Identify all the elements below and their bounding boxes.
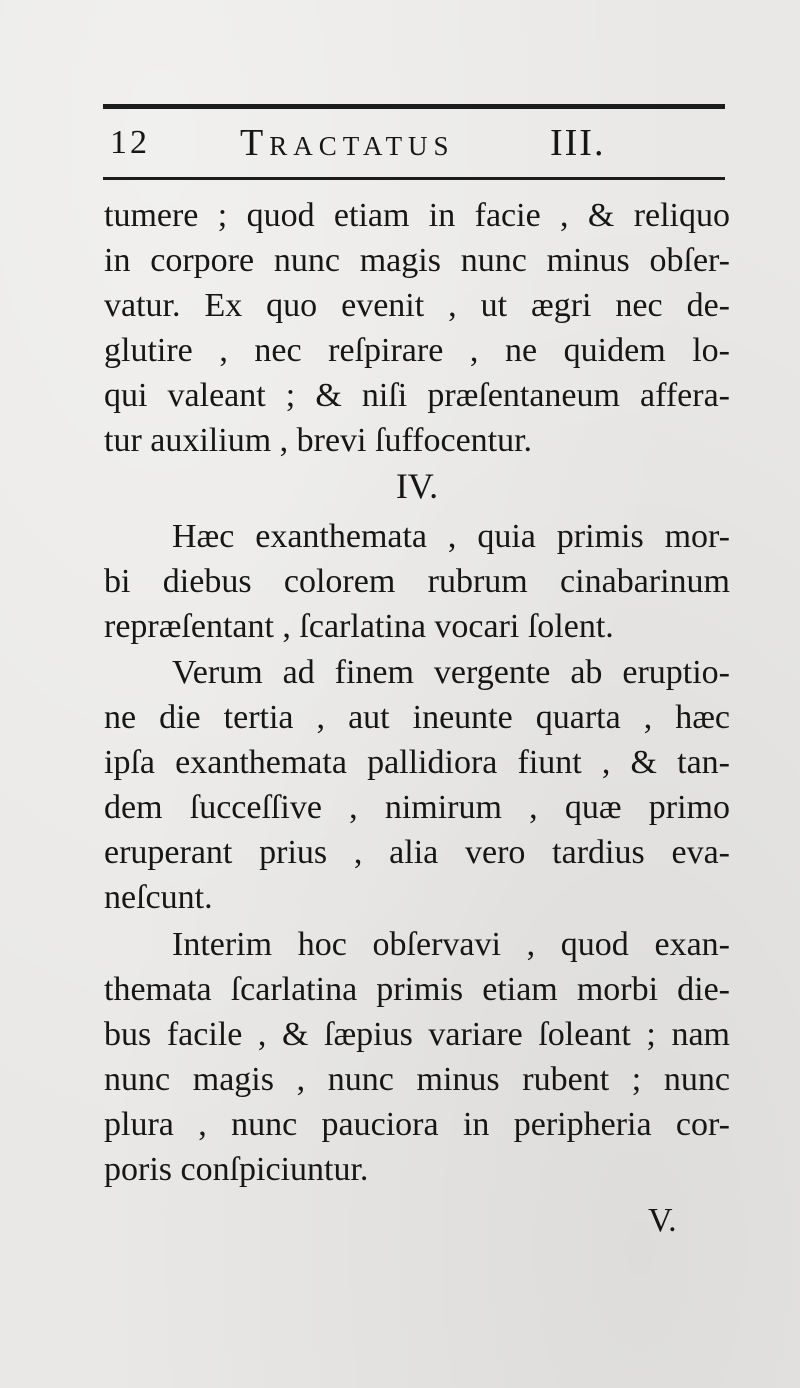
text-line: Interim hoc obſervavi , quod exan- [172, 926, 730, 963]
text-line: bi diebus colorem rubrum cinabarinum [104, 563, 730, 600]
header-rule-top [103, 104, 725, 109]
running-title: Tractatus [240, 122, 455, 164]
text-line: bus facile , & ſæpius variare ſoleant ; nam [104, 1016, 730, 1053]
running-header [110, 117, 710, 169]
paragraph-1 [104, 193, 730, 463]
page-number: 12 [110, 124, 150, 161]
paragraph-4 [104, 922, 730, 1192]
text-line: ipſa exanthemata pallidiora fiunt , & tan- [104, 744, 730, 781]
text-line: ne die tertia , aut ineunte quarta , hæc [104, 699, 730, 736]
text-line: tur auxilium , brevi ſuffocentur. [104, 422, 533, 459]
text-line: themata ſcarlatina primis etiam morbi die- [104, 971, 730, 1008]
chapter-number: III. [550, 122, 606, 164]
header-rule-bottom [103, 177, 725, 180]
paragraph-2 [104, 514, 730, 649]
catchword: V. [648, 1202, 677, 1239]
text-line: nunc magis , nunc minus rubent ; nunc [104, 1061, 730, 1098]
text-line: glutire , nec reſpirare , ne quidem lo- [104, 332, 730, 369]
text-line: vatur. Ex quo evenit , ut ægri nec de- [104, 287, 730, 324]
text-line: plura , nunc pauciora in peripheria cor- [104, 1106, 730, 1143]
section-heading: IV. [395, 466, 439, 506]
text-line: tumere ; quod etiam in facie , & reliquo [104, 197, 730, 234]
text-line: dem ſucceſſive , nimirum , quæ primo [104, 789, 730, 826]
text-line: neſcunt. [104, 879, 213, 916]
text-line: poris conſpiciuntur. [104, 1151, 369, 1188]
text-line: in corpore nunc magis nunc minus obſer- [104, 242, 730, 279]
text-line: eruperant prius , alia vero tardius eva- [104, 834, 730, 871]
text-line: Verum ad finem vergente ab eruptio- [172, 654, 730, 691]
text-line: repræſentant , ſcarlatina vocari ſolent. [104, 608, 614, 645]
paragraph-3 [104, 650, 730, 920]
text-line: qui valeant ; & niſi præſentaneum affera- [104, 377, 730, 414]
text-line: Hæc exanthemata , quia primis mor- [172, 518, 730, 555]
